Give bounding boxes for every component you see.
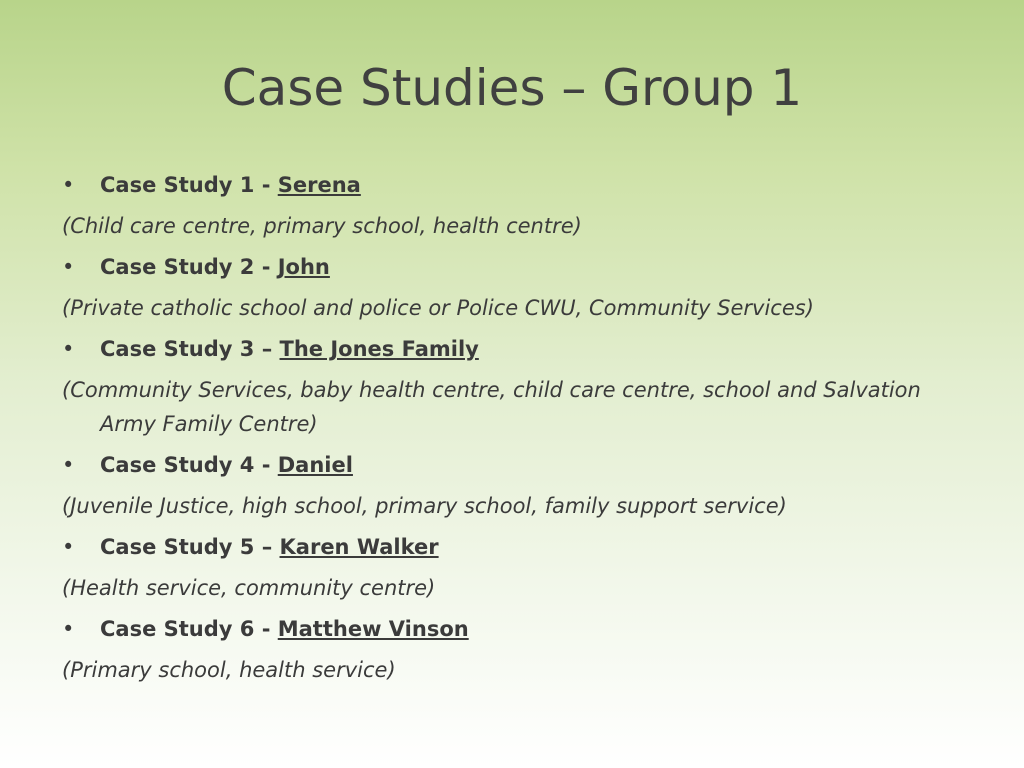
case-study-details: (Primary school, health service) <box>62 658 396 682</box>
case-study-heading: Case Study 2 - <box>100 255 278 279</box>
bullet-icon: • <box>62 535 75 559</box>
case-study-item <box>62 332 962 366</box>
case-study-item <box>62 448 962 482</box>
case-study-link-john[interactable]: John <box>277 255 330 279</box>
case-study-item <box>62 530 962 564</box>
case-study-details: (Juvenile Justice, high school, primary school, family support service) <box>62 494 787 518</box>
case-study-link-karen-walker[interactable]: Karen Walker <box>279 535 439 559</box>
case-study-heading: Case Study 5 – <box>100 535 280 559</box>
bullet-icon: • <box>62 337 75 361</box>
bullet-icon: • <box>62 173 75 197</box>
case-study-list <box>62 168 962 694</box>
case-study-heading: Case Study 3 – <box>100 337 280 361</box>
case-study-link-jones-family[interactable]: The Jones Family <box>279 337 479 361</box>
case-study-details: (Private catholic school and police or Police CWU, Community Services) <box>62 296 814 320</box>
case-study-heading: Case Study 4 - <box>100 453 278 477</box>
case-study-details: (Community Services, baby health centre, child care centre, school and Salvation Army Family Centre) <box>62 378 921 436</box>
case-study-link-matthew-vinson[interactable]: Matthew Vinson <box>277 617 469 641</box>
case-study-details: (Health service, community centre) <box>62 576 436 600</box>
bullet-icon: • <box>62 617 75 641</box>
bullet-icon: • <box>62 453 75 477</box>
case-study-details: (Child care centre, primary school, health centre) <box>62 214 582 238</box>
case-study-item <box>62 168 962 202</box>
case-study-heading: Case Study 6 - <box>100 617 278 641</box>
bullet-icon: • <box>62 255 75 279</box>
slide-title: Case Studies – Group 1 <box>221 59 803 117</box>
case-study-link-serena[interactable]: Serena <box>277 173 361 197</box>
case-study-heading: Case Study 1 - <box>100 173 278 197</box>
case-study-item <box>62 250 962 284</box>
case-study-link-daniel[interactable]: Daniel <box>277 453 353 477</box>
case-study-item <box>62 612 962 646</box>
